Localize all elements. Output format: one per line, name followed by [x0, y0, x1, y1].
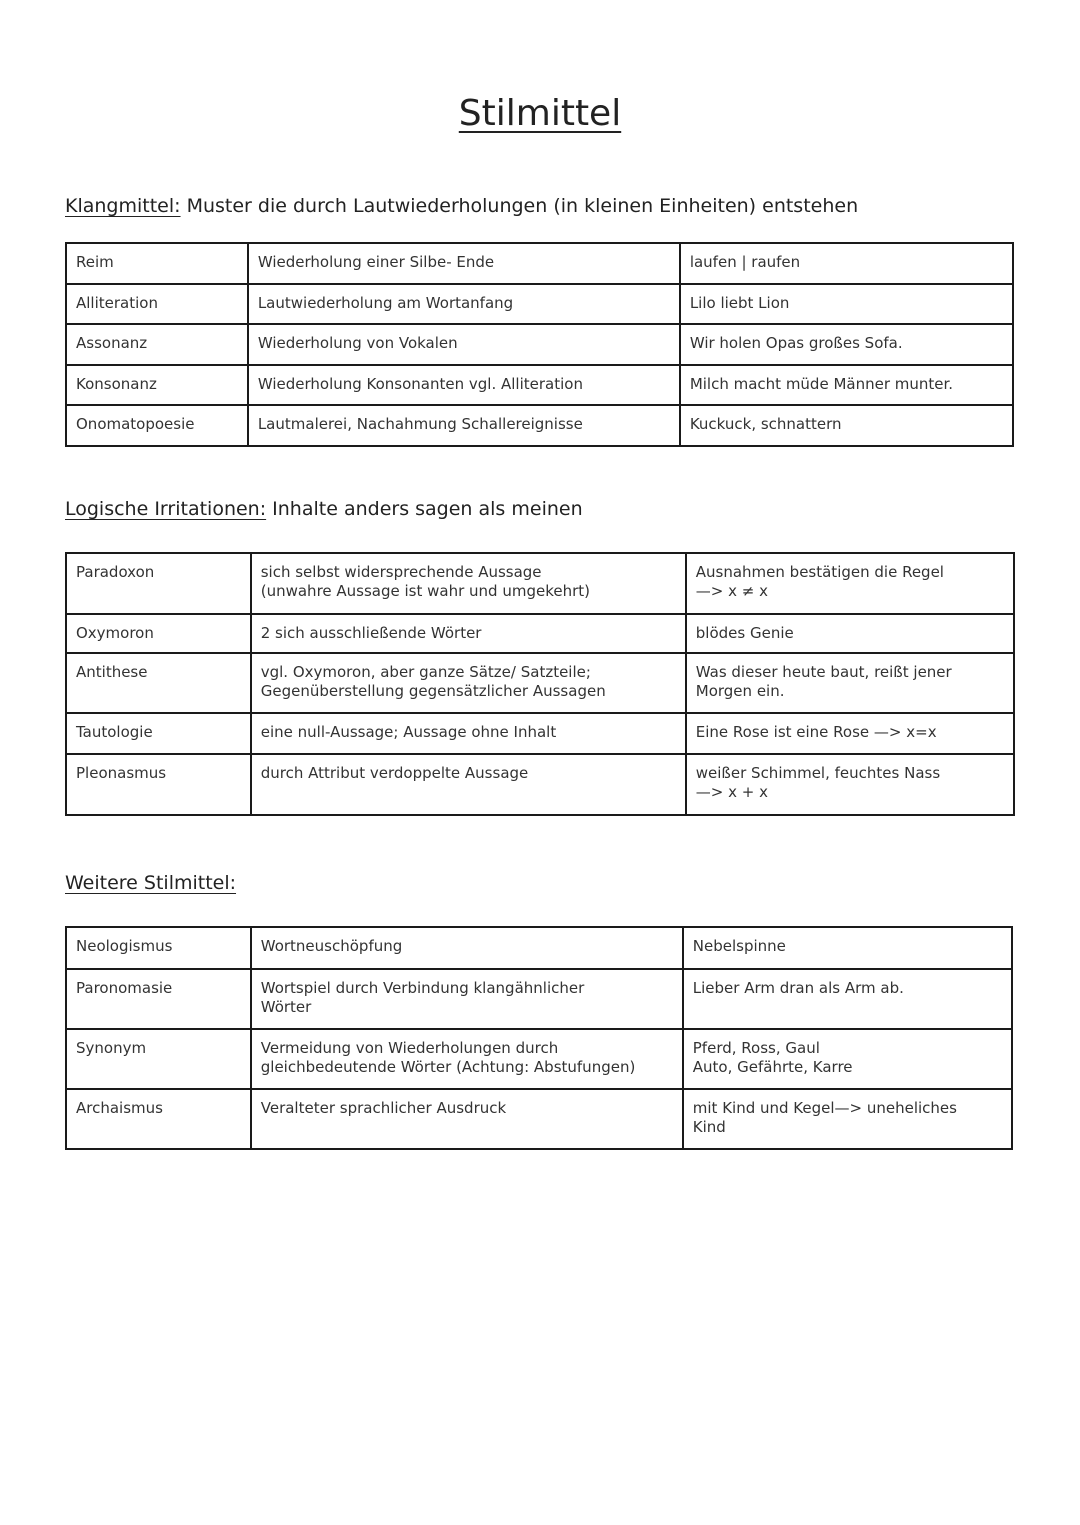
definition-line: sich selbst widersprechende Aussage: [260, 563, 542, 581]
example-line: Was dieser heute baut, reißt jener: [695, 663, 952, 681]
example-line: mit Kind und Kegel—> uneheliches: [692, 1099, 957, 1117]
example-cell: [683, 1029, 1012, 1089]
definition-cell: Veralteter sprachlicher Ausdruck: [251, 1089, 683, 1149]
term-cell: Oxymoron: [66, 614, 251, 653]
definition-cell: Wiederholung von Vokalen: [248, 324, 680, 365]
definition-line: Vermeidung von Wiederholungen durch: [260, 1039, 559, 1057]
term-cell: Assonanz: [66, 324, 248, 365]
table-row: [66, 653, 1014, 713]
definition-line: Wörter: [260, 998, 312, 1016]
example-line: Morgen ein.: [695, 682, 785, 700]
term-cell: Antithese: [66, 653, 251, 713]
definition-line: (unwahre Aussage ist wahr und umgekehrt): [260, 582, 591, 600]
table-row: [66, 365, 1013, 405]
definition-cell: Wiederholung einer Silbe- Ende: [248, 243, 680, 284]
section-label: Weitere Stilmittel:: [65, 872, 237, 894]
klangmittel-table: [65, 242, 1014, 447]
table-row: [66, 754, 1014, 815]
term-cell: Paronomasie: [66, 969, 251, 1029]
definition-cell: [251, 553, 686, 614]
example-cell: Kuckuck, schnattern: [680, 405, 1013, 446]
section-label: Logische Irritationen:: [65, 498, 267, 520]
table-row: [66, 284, 1013, 324]
definition-cell: [251, 653, 686, 713]
term-cell: Neologismus: [66, 927, 251, 969]
example-text: laufen | raufen: [689, 253, 801, 271]
definition-cell: 2 sich ausschließende Wörter: [251, 614, 686, 653]
table-row: [66, 969, 1012, 1029]
term-cell: Onomatopoesie: [66, 405, 248, 446]
example-line: weißer Schimmel, feuchtes Nass: [695, 764, 941, 782]
table-row: [66, 1029, 1012, 1089]
definition-cell: Lautwiederholung am Wortanfang: [248, 284, 680, 324]
section-heading-logische-irritationen: [65, 496, 583, 522]
example-cell: [680, 284, 1013, 324]
example-line: Ausnahmen bestätigen die Regel: [695, 563, 944, 581]
definition-line: vgl. Oxymoron, aber ganze Sätze/ Satzteile;: [260, 663, 591, 681]
table-row: [66, 243, 1013, 284]
section-description: Inhalte anders sagen als meinen: [266, 498, 583, 520]
definition-cell: Lautmalerei, Nachahmung Schallereignisse: [248, 405, 680, 446]
example-cell: blödes Genie: [686, 614, 1014, 653]
example-text: Milch macht müde Männer munter.: [689, 375, 954, 393]
section-heading-weitere-stilmittel: [65, 870, 236, 896]
term-cell: Tautologie: [66, 713, 251, 754]
definition-line: Gegenüberstellung gegensätzlicher Aussagen: [260, 682, 606, 700]
term-cell: Paradoxon: [66, 553, 251, 614]
logische-irritationen-table: [65, 552, 1015, 816]
weitere-stilmittel-table: [65, 926, 1013, 1150]
example-cell: [686, 754, 1014, 815]
example-line: —> x + x: [695, 783, 768, 801]
example-cell: Lieber Arm dran als Arm ab.: [683, 969, 1012, 1029]
term-cell: Alliteration: [66, 284, 248, 324]
example-line: —> x ≠ x: [695, 582, 768, 600]
term-cell: Konsonanz: [66, 365, 248, 405]
example-cell: [686, 553, 1014, 614]
example-cell: Eine Rose ist eine Rose —> x=x: [686, 713, 1014, 754]
definition-cell: [251, 969, 683, 1029]
example-cell: [683, 1089, 1012, 1149]
table-row: [66, 405, 1013, 446]
table-row: [66, 927, 1012, 969]
example-cell: [680, 365, 1013, 405]
example-text: Lilo liebt Lion: [689, 294, 790, 312]
example-line: Pferd, Ross, Gaul: [692, 1039, 820, 1057]
table-row: [66, 614, 1014, 653]
page-title: Stilmittel: [458, 93, 622, 134]
example-cell: Nebelspinne: [683, 927, 1012, 969]
definition-cell: Wortneuschöpfung: [251, 927, 683, 969]
term-cell: Pleonasmus: [66, 754, 251, 815]
term-cell: Reim: [66, 243, 248, 284]
example-cell: [680, 324, 1013, 365]
definition-cell: Wiederholung Konsonanten vgl. Alliteration: [248, 365, 680, 405]
definition-cell: [251, 1029, 683, 1089]
example-line: Auto, Gefährte, Karre: [692, 1058, 853, 1076]
term-cell: Synonym: [66, 1029, 251, 1089]
example-cell: [686, 653, 1014, 713]
table-row: [66, 553, 1014, 614]
section-label: Klangmittel:: [65, 195, 181, 217]
example-line: Kind: [692, 1118, 726, 1136]
section-description: Muster die durch Lautwiederholungen (in kleinen Einheiten) entstehen: [180, 195, 859, 217]
definition-line: gleichbedeutende Wörter (Achtung: Abstufungen): [260, 1058, 636, 1076]
definition-line: Wortspiel durch Verbindung klangähnlicher: [260, 979, 585, 997]
definition-cell: durch Attribut verdoppelte Aussage: [251, 754, 686, 815]
table-row: [66, 1089, 1012, 1149]
table-row: [66, 713, 1014, 754]
example-cell: [680, 243, 1013, 284]
section-heading-klangmittel: [65, 193, 858, 219]
example-text: Wir holen Opas großes Sofa.: [689, 334, 903, 352]
term-cell: Archaismus: [66, 1089, 251, 1149]
table-row: [66, 324, 1013, 365]
definition-cell: eine null-Aussage; Aussage ohne Inhalt: [251, 713, 686, 754]
